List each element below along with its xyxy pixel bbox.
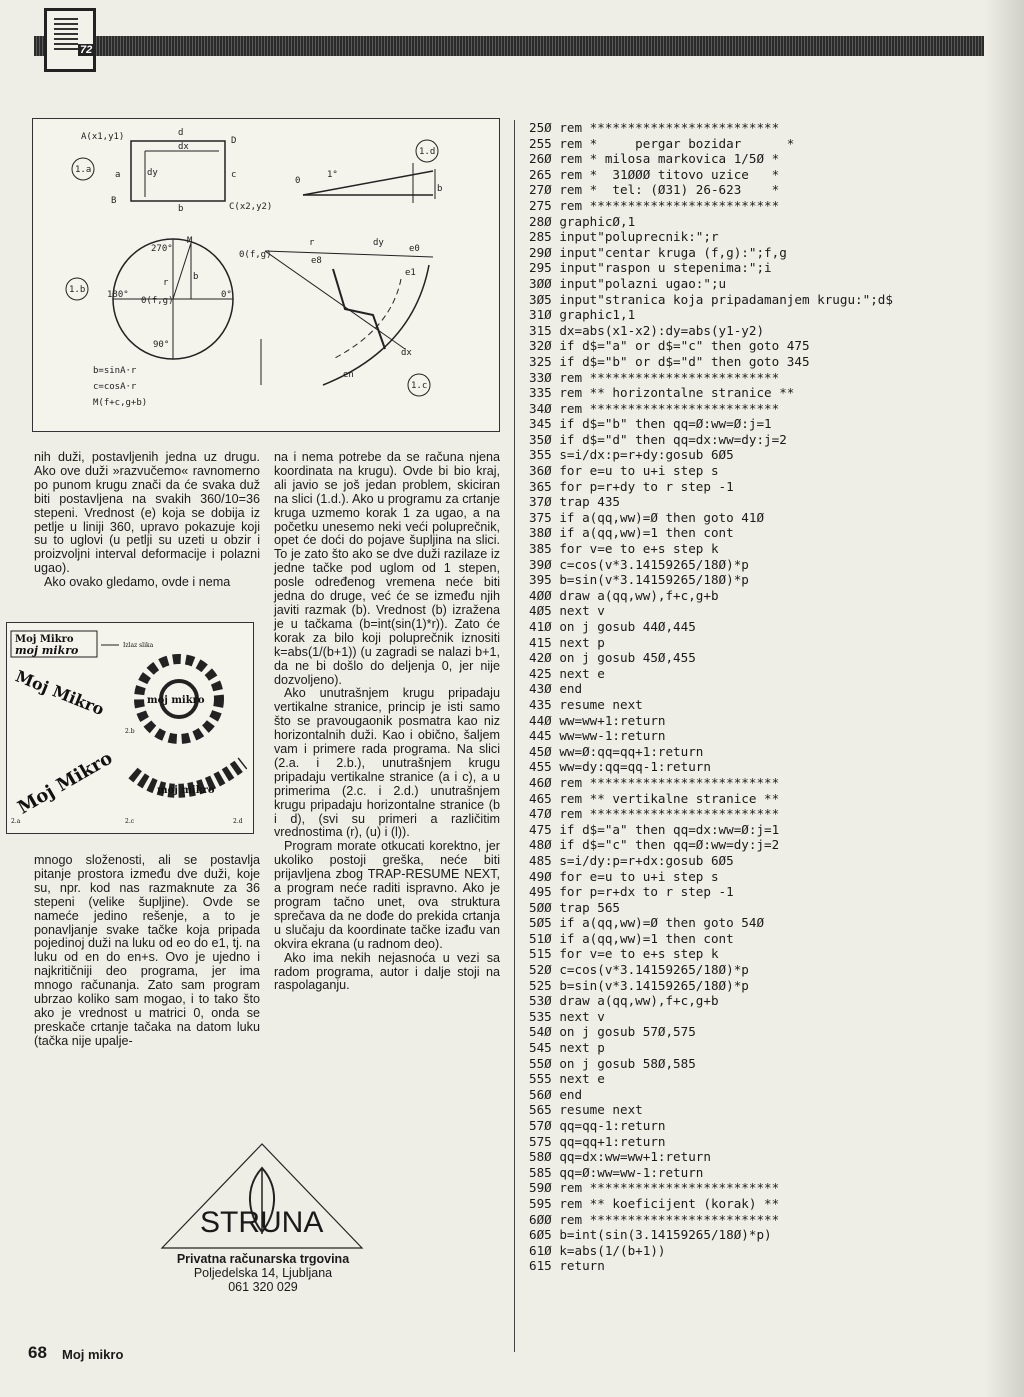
middle-column	[274, 451, 500, 993]
code-line: 575 qq=qq+1:return	[529, 1133, 666, 1149]
code-line: 44Ø ww=ww+1:return	[529, 712, 666, 728]
ring-example: moj mikro	[147, 695, 205, 706]
code-line: 275 rem *************************	[529, 197, 780, 213]
code-line: 61Ø k=abs(1/(b+1))	[529, 1242, 666, 1258]
code-line: 46Ø rem *************************	[529, 774, 780, 790]
num-2c: 2.c	[125, 818, 135, 825]
label-top2: moj mikro	[15, 644, 79, 657]
code-line: 25Ø rem *************************	[529, 120, 780, 135]
code-line: 34Ø rem *************************	[529, 400, 780, 416]
label-270: 270°	[151, 244, 173, 254]
formula-2: c=cosA·r	[93, 382, 137, 392]
figure-1-diagram	[32, 118, 500, 432]
code-line: 59Ø rem *************************	[529, 1180, 780, 1196]
code-line: 345 if d$="b" then qq=Ø:ww=Ø:j=1	[529, 416, 772, 432]
code-line: 32Ø if d$="a" or d$="c" then goto 475	[529, 338, 810, 354]
code-line: 29Ø input"centar kruga (f,g):";f,g	[529, 244, 787, 260]
paragraph: Ako unutrašnjem krugu pripadaju vertikalne stranice, princip je isti samo što se pravougaonik posmatra kao niz horizontalnih duži. Kao i obično, šaljem vam i primere rada programa. Na slici (2.a. i 2.b.), unutrašnjem krugu pripadaju vertikalne stranice (a i c), a u primerima (2.c. i 2.d.) unutrašnjem krugu pripadaju horizontalne stranice (b i d), (svi su primeri a različitim vrednostima (r), (u) i (l)).	[274, 686, 500, 840]
tag-1b: 1.b	[69, 285, 86, 295]
label-D: D	[231, 136, 237, 146]
code-line: 28Ø graphicØ,1	[529, 213, 636, 229]
ad-line-2: Poljedelska 14, Ljubljana	[193, 1266, 333, 1280]
code-line: 425 next e	[529, 665, 605, 681]
code-line: 265 rem * 31ØØØ titovo uzice *	[529, 166, 780, 182]
code-line: 45Ø ww=Ø:qq=qq+1:return	[529, 743, 704, 759]
code-line: 49Ø for e=u to u+i step s	[529, 868, 719, 884]
num-2d: 2.d	[233, 818, 243, 825]
code-line: 355 s=i/dx:p=r+dy:gosub 6Ø5	[529, 447, 734, 463]
basic-program-listing	[514, 120, 997, 1352]
code-line: 325 if d$="b" or d$="d" then goto 345	[529, 353, 810, 369]
code-line: 395 b=sin(v*3.14159265/18Ø)*p	[529, 572, 749, 588]
page-edge-shadow	[984, 0, 1024, 1397]
figure-2-examples	[6, 622, 254, 834]
code-line: 35Ø if d$="d" then qq=dx:ww=dy:j=2	[529, 431, 787, 447]
code-line: 365 for p=r+dy to r step -1	[529, 478, 734, 494]
section-logo-tag: 72	[80, 44, 93, 56]
code-line: 485 s=i/dy:p=r+dx:gosub 6Ø5	[529, 852, 734, 868]
code-line: 4ØØ draw a(qq,ww),f+c,g+b	[529, 587, 719, 603]
code-line: 615 return	[529, 1258, 605, 1274]
wave-example-2: moj mikro	[157, 785, 215, 796]
label-90: 90°	[153, 340, 170, 350]
label-angle-1: 1°	[327, 170, 338, 180]
label-dx: dx	[178, 142, 189, 152]
wave-example-1: Moj Mikro	[14, 747, 117, 819]
label-180: 180°	[107, 290, 129, 300]
left-column-bottom	[34, 854, 260, 1049]
code-line: 37Ø trap 435	[529, 494, 620, 510]
code-line: 58Ø qq=dx:ww=ww+1:return	[529, 1149, 711, 1165]
code-line: 47Ø rem *************************	[529, 806, 780, 822]
code-line: 53Ø draw a(qq,ww),f+c,g+b	[529, 993, 719, 1009]
label-fg2: 0(f,g)	[239, 250, 272, 260]
code-line: 435 resume next	[529, 696, 643, 712]
label-b-1b: b	[193, 272, 199, 282]
code-line: 43Ø end	[529, 681, 583, 697]
paragraph: na i nema potrebe da se računa njena koordinata na krugu). Ovde bi bio kraj, ali javio se još jedan problem, skiciran na slici (1.d.). Ako u programu za crtanje kruga uzmemo korak 1 za ugao, a na početku unesemo neki veći poluprečnik, opet će doći do pojave šupljina na slici. To je zato što ako se dve duži razilaze iz jedne tačke pod uglom od 1 stepen, posle određenog vremena neće biti jedna do druge, već će se između njih javiti razmak (b). Vrednost (b) izražena je u tačkama (b=int(sin(1)*r)). Zato će korak za bilo koji poluprečnik iznositi k=abs(1/(b+1)) (u zagradi se nalazi b+1, da ne bi došlo do deljenja 0, jer nije dozvoljeno).	[274, 450, 500, 687]
magazine-name: Moj mikro	[62, 1347, 124, 1362]
label-e1: e1	[405, 268, 416, 278]
label-e8: e8	[311, 256, 322, 266]
left-column-top	[34, 451, 260, 590]
label-en: en	[343, 370, 354, 380]
label-dy2: dy	[373, 238, 384, 248]
code-line: 42Ø on j gosub 45Ø,455	[529, 650, 696, 666]
num-2b: 2.b	[125, 728, 135, 735]
label-origin: 0	[295, 176, 301, 186]
code-line: 295 input"raspon u stepenima:";i	[529, 260, 772, 276]
code-line: 48Ø if d$="c" then qq=Ø:ww=dy:j=2	[529, 837, 780, 853]
label-arrow: Izlaz slika	[123, 642, 154, 649]
code-line: 475 if d$="a" then qq=dx:ww=Ø:j=1	[529, 821, 780, 837]
label-d: d	[178, 128, 184, 138]
label-c-x2y2: C(x2,y2)	[229, 202, 273, 212]
paragraph: Program morate otkucati korektno, jer ukoliko postoji greška, neće biti prijavljena zbog TRAP-RESUME NEXT, a program neće raditi ispravno. Ako je program tačno unet, ova struktura sprečava da ne dođe do prekida crtanja u slučaju da koordinate tačke izađu van okvira ekrana (u radnom deo).	[274, 839, 500, 951]
code-line: 41Ø on j gosub 44Ø,445	[529, 619, 696, 634]
document-icon	[54, 18, 78, 52]
paragraph: nih duži, postavljenih jedna uz drugu. Ako ove duži »razvučemo« ravnomerno po punom krugu znači da će svaka duž biti postavljena na svakih 360/10=36 stepeni. Vrednost (e) koja se dobija iz petlje u liniji 360, upravo pokazuje koji su to uglovi (u petlji su uzeti u obzir i proizvoljni interval deformacije i polazni ugao).	[34, 450, 260, 576]
code-line: 27Ø rem * tel: (Ø31) 26-623 *	[529, 182, 780, 198]
arc-example-1: Moj Mikro	[12, 666, 107, 720]
code-line: 36Ø for e=u to u+i step s	[529, 463, 719, 479]
code-line: 5Ø5 if a(qq,ww)=Ø then goto 54Ø	[529, 915, 765, 931]
label-e0: e0	[409, 244, 420, 254]
code-line: 445 ww=ww-1:return	[529, 728, 666, 744]
code-line: 385 for v=e to e+s step k	[529, 541, 719, 557]
code-line: 515 for v=e to e+s step k	[529, 946, 719, 962]
code-line: 6ØØ rem *************************	[529, 1211, 780, 1227]
code-line: 55Ø on j gosub 58Ø,585	[529, 1055, 696, 1071]
label-0: 0°	[221, 290, 232, 300]
code-line: 51Ø if a(qq,ww)=1 then cont	[529, 930, 734, 946]
code-line: 285 input"poluprecnik:";r	[529, 229, 719, 245]
paragraph: Ako ovako gledamo, ovde i nema	[44, 575, 231, 590]
code-line: 585 qq=Ø:ww=ww-1:return	[529, 1164, 704, 1180]
code-line: 595 rem ** koeficijent (korak) **	[529, 1195, 780, 1211]
code-line: 5ØØ trap 565	[529, 899, 620, 915]
formula-3: M(f+c,g+b)	[93, 398, 148, 408]
page-number: 68	[28, 1343, 47, 1362]
label-c: c	[231, 170, 237, 180]
code-line: 415 next p	[529, 634, 605, 650]
code-line: 38Ø if a(qq,ww)=1 then cont	[529, 525, 734, 541]
label-r2: r	[309, 238, 315, 248]
code-line: 52Ø c=cos(v*3.14159265/18Ø)*p	[529, 962, 749, 978]
code-line: 6Ø5 b=int(sin(3.14159265/18Ø)*p)	[529, 1227, 772, 1243]
label-fg: 0(f,g)	[141, 296, 174, 306]
code-line: 455 ww=dy:qq=qq-1:return	[529, 759, 711, 775]
label-b: b	[178, 204, 184, 214]
tag-1c: 1.c	[411, 381, 428, 391]
code-line: 535 next v	[529, 1008, 605, 1024]
code-line: 57Ø qq=qq-1:return	[529, 1118, 666, 1133]
code-line: 33Ø rem *************************	[529, 369, 780, 385]
code-line: 465 rem ** vertikalne stranice **	[529, 790, 780, 806]
code-line: 335 rem ** horizontalne stranice **	[529, 385, 795, 401]
ad-line-3: 061 320 029	[228, 1280, 298, 1294]
label-dy: dy	[147, 168, 158, 178]
label-r: r	[163, 278, 169, 288]
paragraph: Ako ima nekih nejasnoća u vezi sa radom programa, autor i dalje stoji na raspolaganju.	[274, 950, 500, 993]
header-bar	[34, 36, 984, 56]
code-line: 315 dx=abs(x1-x2):dy=abs(y1-y2)	[529, 322, 765, 338]
code-line: 3Ø5 input"stranica koja pripadamanjem krugu:";d$	[529, 291, 893, 307]
label-a-x1y1: A(x1,y1)	[81, 132, 125, 142]
code-line: 56Ø end	[529, 1086, 583, 1102]
code-line: 3ØØ input"polazni ugao:";u	[529, 275, 727, 291]
label-b-1d: b	[437, 184, 443, 194]
code-line: 39Ø c=cos(v*3.14159265/18Ø)*p	[529, 556, 749, 572]
struna-logo-text: STRUNA	[200, 1206, 324, 1239]
code-line: 4Ø5 next v	[529, 603, 605, 619]
label-dx2: dx	[401, 348, 412, 358]
code-line: 375 if a(qq,ww)=Ø then goto 41Ø	[529, 509, 765, 525]
code-line: 31Ø graphic1,1	[529, 307, 636, 323]
label-M: M	[187, 236, 193, 246]
label-top: Moj Mikro	[15, 634, 74, 645]
code-line: 495 for p=r+dx to r step -1	[529, 884, 734, 900]
code-line: 565 resume next	[529, 1102, 643, 1118]
label-B: B	[111, 196, 117, 206]
formula-1: b=sinA·r	[93, 366, 137, 376]
code-line: 54Ø on j gosub 57Ø,575	[529, 1024, 696, 1040]
ad-line-1: Privatna računarska trgovina	[176, 1252, 350, 1266]
paragraph: mnogo složenosti, ali se postavlja pitanje prostora između dve duži, koje su, npr. kod nas razmaknute za 36 stepeni (velike šupljine). Ovde se nameće jedino rešenje, a to je ponavljanje svake tačke koja pripada pojedinoj duži na luku od eo do e1, tj. na luku od en do en+s. Ovo je ujedno i najkritičniji deo programa, jer ima mnogo računanja. Zato sam program ubrzao koliko sam mogao, i to tako što ako je vrednost u matrici 0, onda se preskače crtanje tačaka na datom luku (tačka nije upalje-	[34, 853, 260, 1048]
num-2a: 2.a	[11, 818, 21, 825]
label-a: a	[115, 170, 121, 180]
code-line: 26Ø rem * milosa markovica 1/5Ø *	[529, 151, 780, 167]
code-line: 525 b=sin(v*3.14159265/18Ø)*p	[529, 977, 749, 993]
code-line: 255 rem * pergar bozidar *	[529, 135, 795, 151]
code-line: 545 next p	[529, 1040, 605, 1056]
code-line: 555 next e	[529, 1071, 605, 1087]
tag-1a: 1.a	[75, 165, 92, 175]
tag-1d: 1.d	[419, 147, 436, 157]
